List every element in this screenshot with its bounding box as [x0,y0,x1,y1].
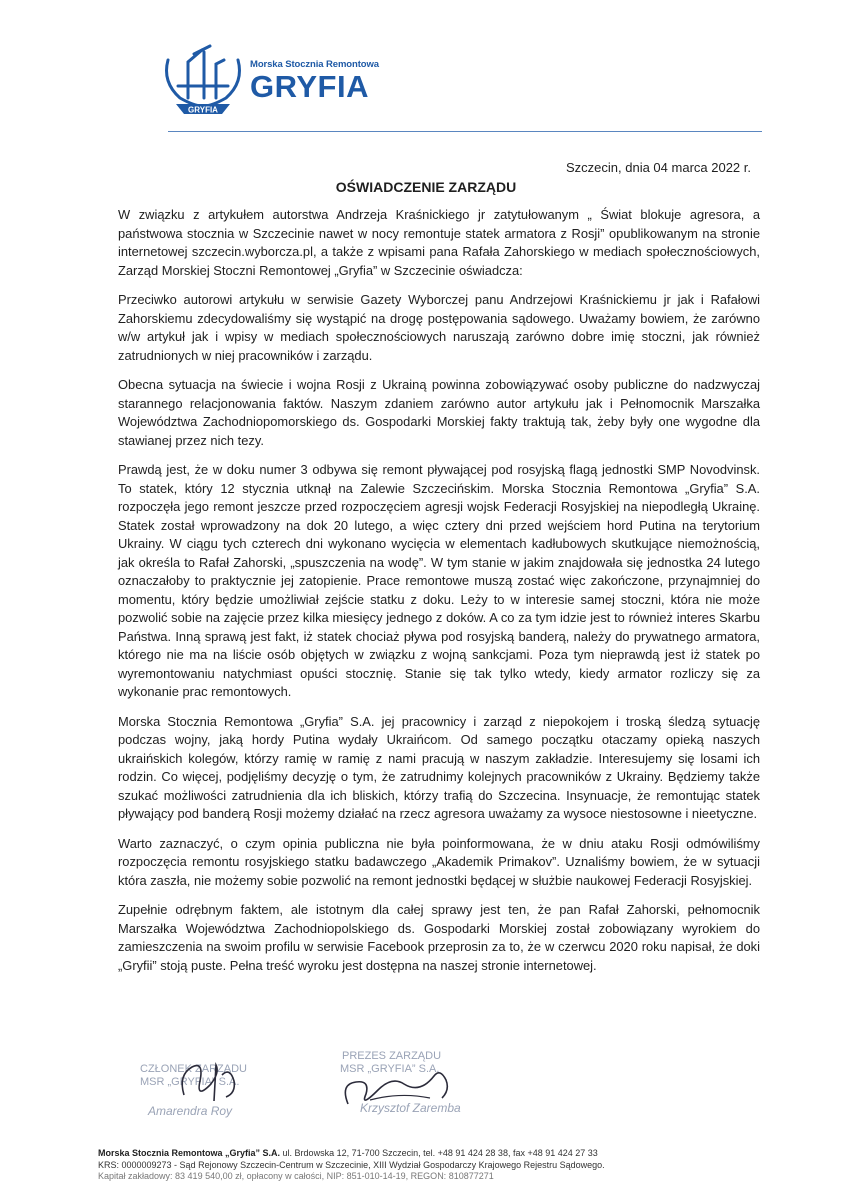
signature-company: MSR „GRYFIA” S.A. [340,1063,440,1075]
paragraph: Warto zaznaczyć, o czym opinia publiczna nie była poinformowana, że w dniu ataku Rosji odmówiliśmy rozpoczęcia remontu rosyjskiego statku badawczego „Akademik Primakov”. Uznaliśmy bowiem, że w sytuacji która zaszła, nie możemy sobie pozwolić na remont jednostki będącej w służbie naukowej Federacji Rosyjskiej. [118,835,760,888]
signature-company: MSR „GRYFIA” S.A. [140,1076,240,1088]
footer-line-1 [98,1148,778,1160]
signature-name: Krzysztof Zaremba [360,1101,461,1115]
footer-line-3: Kapitał zakładowy: 83 419 540,00 zł, opłacony w całości, NIP: 851-010-14-19, REGON: 810877271 [98,1171,494,1181]
date-line: Szczecin, dnia 04 marca 2022 r. [566,160,751,175]
signature-stamp-right [340,1050,490,1115]
paragraph: Obecna sytuacja na świecie i wojna Rosji z Ukrainą powinna zobowiązywać osoby publiczne do nadzwyczaj starannego relacjonowania faktów. Naszym zdaniem zarówno autor artykułu jak i Pełnomocnik Marszałka Województwa Zachodniopomorskiego ds. Gospodarki Morskiej fakty traktują tak, żeby były one wygodne dla stawianej przez nich tezy. [118,377,760,448]
header-divider [168,131,762,132]
logo-ribbon-text: GRYFIA [188,105,218,115]
document-footer [98,1148,778,1183]
company-name-small: Morska Stocznia Remontowa [250,59,379,70]
signature-role: PREZES ZARZĄDU [342,1050,442,1062]
signature-stamp-left [140,1063,280,1118]
paragraph: Morska Stocznia Remontowa „Gryfia” S.A. jej pracownicy i zarząd z niepokojem i troską śledzą sytuację podczas wojny, jaką hordy Putina wydały Ukraińcom. Od samego początku otaczamy opieką naszych ukraińskich kolegów, którzy ramię w ramię z nami pracują w naszym zakładzie. Interesujemy się losami ich rodzin. Co więcej, podjęliśmy decyzję o tym, że zatrudnimy kolejnych pracowników z Ukrainy. Będziemy także szukać możliwości zatrudnienia dla ich bliskich, którzy trafią do Szczecina. Insynuacje, że remontując statek pływający pod banderą Rosji możemy działać na rzecz agresora uważamy za wysoce niestosowne i nieetyczne. [118,713,760,821]
document-body [118,206,760,986]
gryfia-logo-icon [158,40,248,120]
paragraph: Zupełnie odrębnym faktem, ale istotnym dla całej sprawy jest ten, że pan Rafał Zahorski, pełnomocnik Marszałka Województwa Zachodniopolskiego ds. Gospodarki Morskiej został zobowiązany wyrokiem do zamieszczenia na swoim profilu w serwisie Facebook przeprosin za to, że w czerwcu 2020 roku napisał, że doki „Gryfii” stoją puste. Pełna treść wyroku jest dostępna na naszej stronie internetowej. [118,902,760,973]
document-title [0,179,848,195]
paragraph: W związku z artykułem autorstwa Andrzeja Kraśnickiego jr zatytułowanym „ Świat blokuje agresora, a państwowa stocznia w Szczecinie nawet w nocy remontuje statek armatora z Rosji” opublikowanym na stronie internetowej szczecin.wyborcza.pl, a także z wpisami pana Rafała Zahorskiego w mediach społecznościowych, Zarząd Morskiej Stoczni Remontowej „Gryfia” w Szczecinie oświadcza: [118,207,760,278]
footer-line-2: KRS: 0000009273 - Sąd Rejonowy Szczecin-Centrum w Szczecinie, XIII Wydział Gospodarczy Krajowego Rejestru Sądowego. [98,1159,605,1170]
handwritten-signature-left [170,1055,250,1107]
handwritten-signature-right [330,1054,470,1114]
footer-company: Morska Stocznia Remontowa „Gryfia” S.A. [98,1148,281,1158]
paragraph: Prawdą jest, że w doku numer 3 odbywa się remont pływającej pod rosyjską flagą jednostki SMP Novodvinsk. To statek, który 12 stycznia utknął na Zalewie Szczecińskim. Morska Stocznia Remontowa „Gryfia” S.A. rozpoczęła jego remont jeszcze przed rozpoczęciem agresji wojsk Federacji Rosyjskiej na niepodległą Ukrainę. Statek został wprowadzony na dok 20 lutego, a więc cztery dni przed wejściem hord Putina na terytorium Ukrainy. W ciągu tych czterech dni wykonano wycięcia w elementach kadłubowych skutkujące niemożnością, jak określa to Rafał Zahorski, „spuszczenia na wodę”. W tym stanie w jakim znajdowała się jednostka 24 lutego oznaczałoby to praktycznie jej zatopienie. Prace remontowe muszą zostać więc zakończone, przynajmniej do momentu, który będzie umożliwiał zejście statku z doku. Leży to w interesie samej stoczni, która nie może pozwolić sobie na zajęcie przez kilka miesięcy jednego z doków. A co za tym idzie jest to również interes Skarbu Państwa. Inną sprawą jest fakt, iż statek chociaż pływa pod rosyjską banderą, należy do prywatnego armatora, którego nie ma na liście osób objętych w związku z wojną sankcjami. Poza tym nieprawdą jest iż statek po wyremontowaniu natychmiast opuści stocznię. Stanie się tak tylko wtedy, kiedy armator rozliczy się za wykonanie prac remontowych. [118,462,760,699]
footer-address: ul. Brdowska 12, 71-700 Szczecin, tel. +48 91 424 28 38, fax +48 91 424 27 33 [280,1148,598,1158]
signature-role: CZŁONEK ZARZĄDU [140,1063,247,1075]
paragraph: Przeciwko autorowi artykułu w serwisie Gazety Wyborczej panu Andrzejowi Kraśnickiemu jr jak i Rafałowi Zahorskiemu zdecydowaliśmy się wystąpić na drogę postępowania sądowego. Uważamy bowiem, że zarówno w/w artykuł jak i wpisy w mediach społecznościowych naruszają zarówno dobre imię stoczni, jak również zatrudnionych w niej pracowników i zarządu. [118,292,760,363]
company-name-big: GRYFIA [250,69,369,104]
document-title-text: OŚWIADCZENIE ZARZĄDU [335,179,517,195]
signature-name: Amarendra Roy [148,1104,233,1118]
